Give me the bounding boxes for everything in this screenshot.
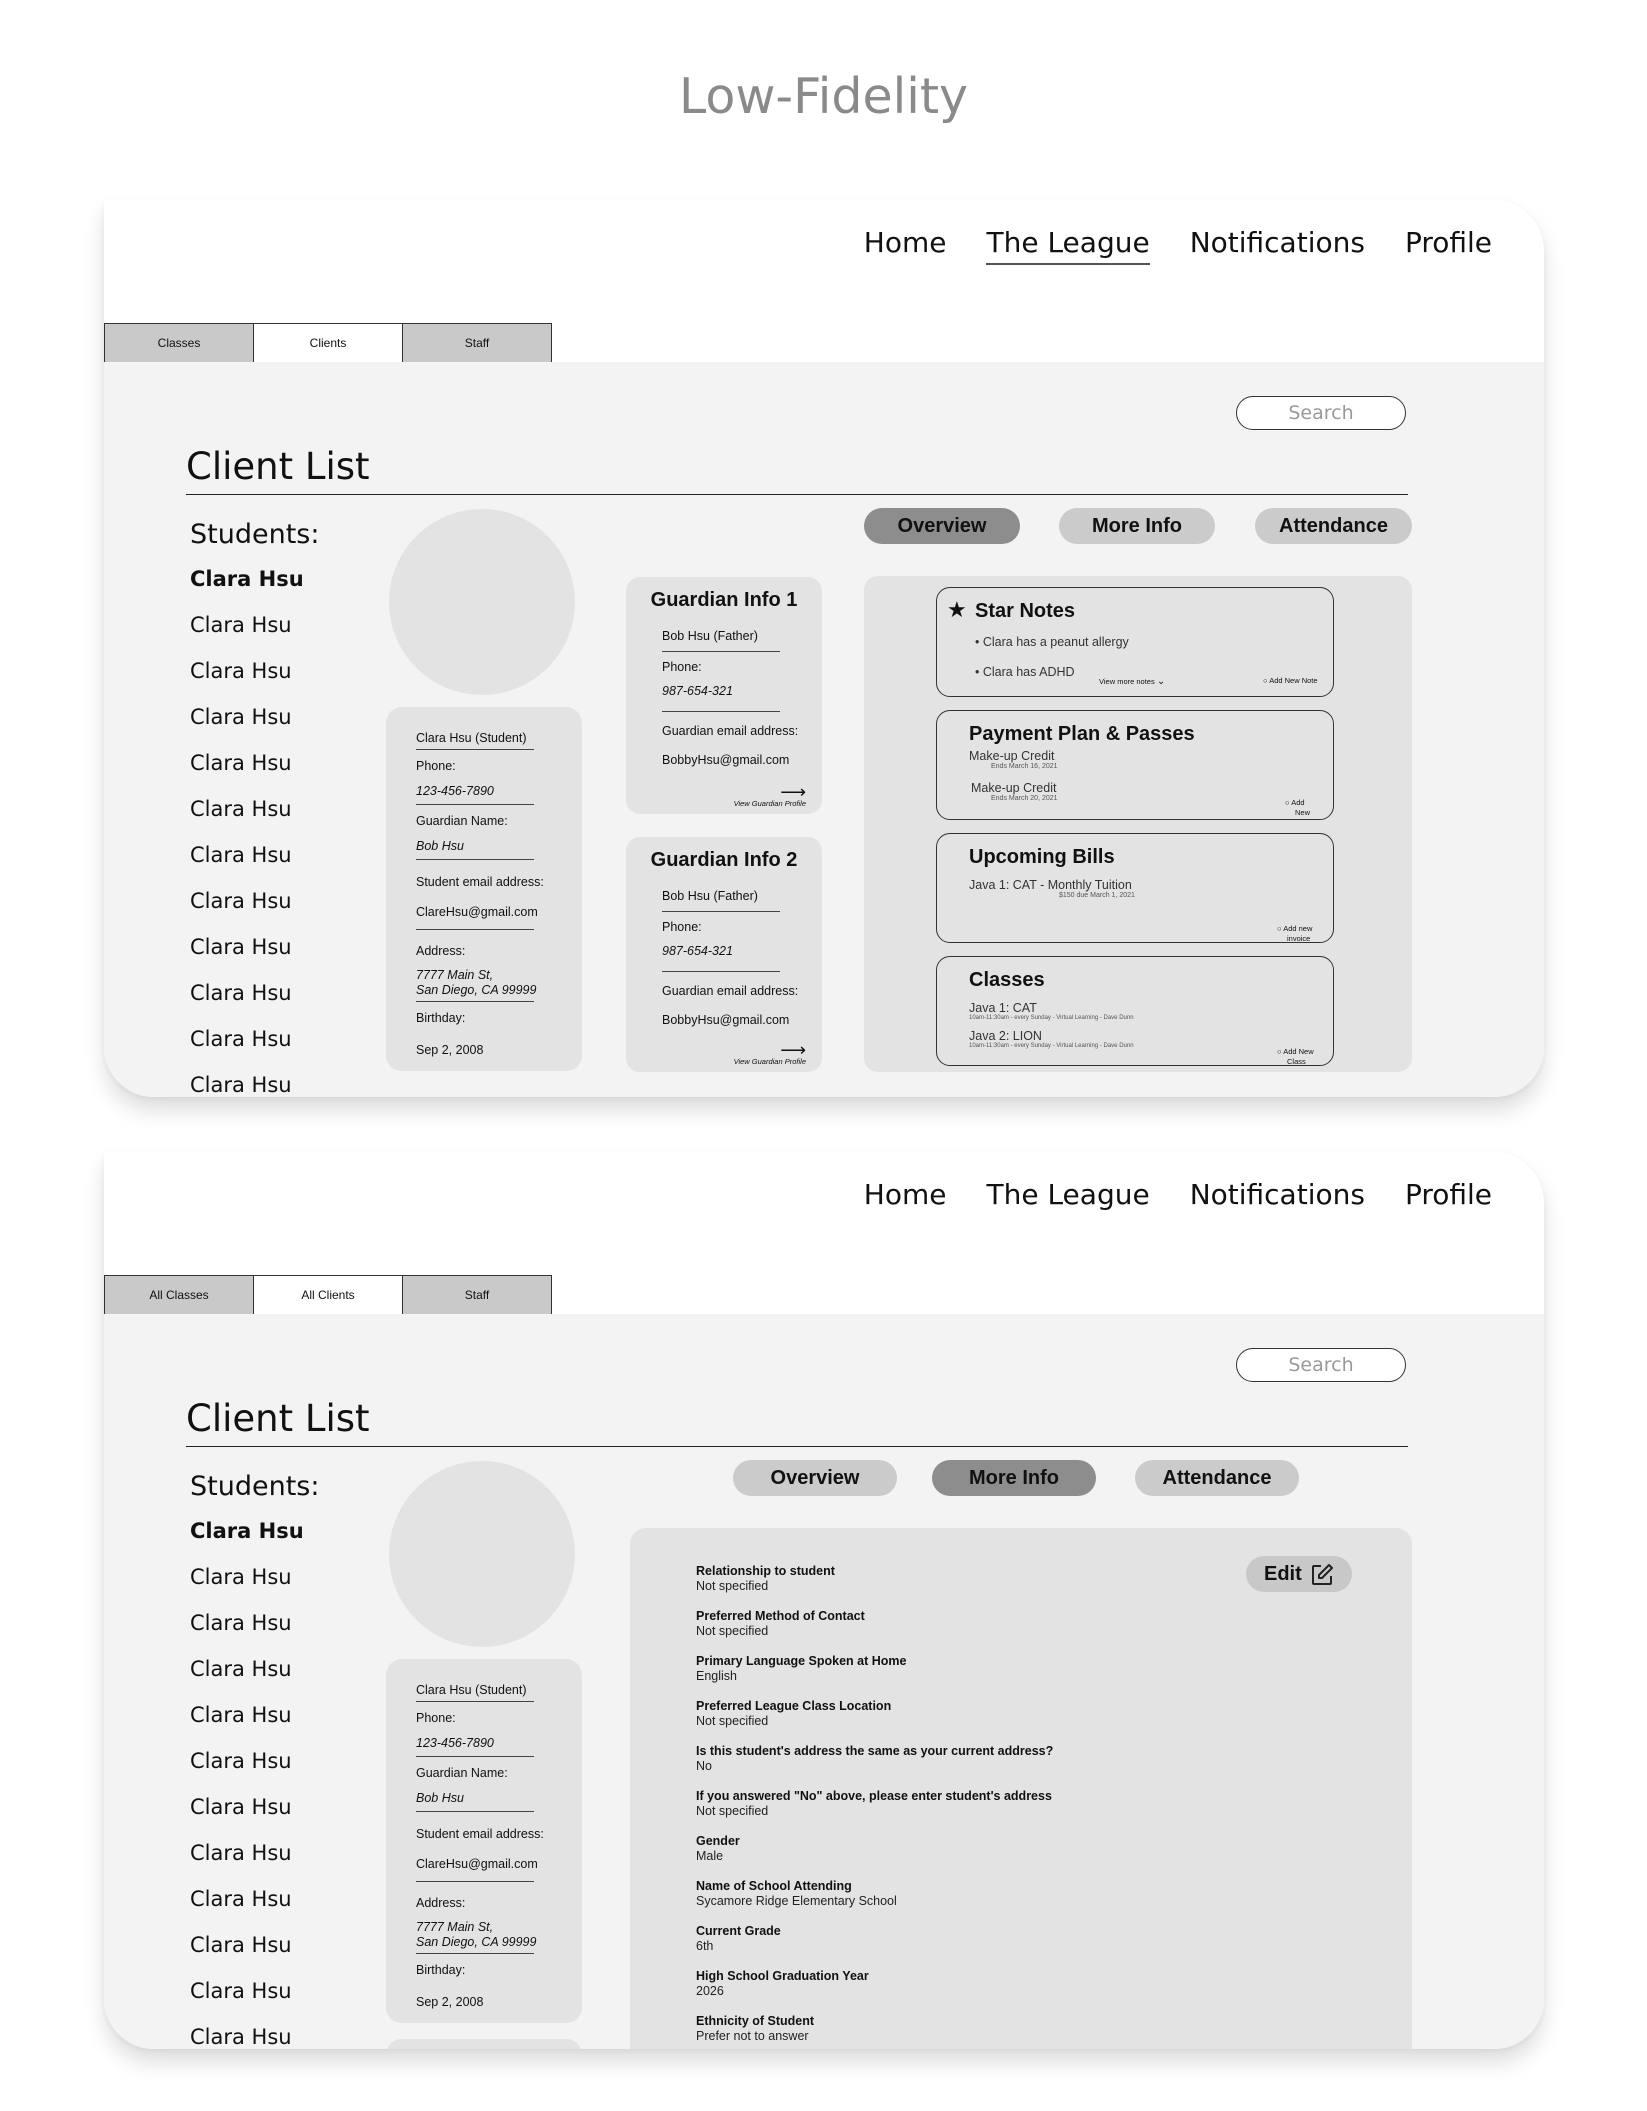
student-item[interactable]: Clara Hsu: [190, 751, 292, 775]
add-circle-icon[interactable]: ○: [1277, 924, 1282, 933]
guardian-card-title: Guardian Info 2: [650, 849, 798, 871]
student-item[interactable]: Clara Hsu: [190, 705, 292, 729]
student-item[interactable]: Clara Hsu: [190, 613, 292, 637]
class-item-schedule: 10am-11:30am - every Sunday - Virtual Learning - Dave Dunn: [969, 1015, 1134, 1021]
field-label: Is this student's address the same as your current address?: [696, 1744, 1054, 1758]
student-phone: 123-456-7890: [416, 1736, 494, 1750]
field-value: Prefer not to answer: [696, 2029, 809, 2043]
field-value: Not specified: [696, 1804, 769, 1818]
field-label: If you answered "No" above, please enter student's address: [696, 1789, 1052, 1803]
student-item[interactable]: Clara Hsu: [190, 1027, 292, 1051]
add-class-button[interactable]: Add New: [1283, 1047, 1314, 1056]
payment-item-date: Ends March 20, 2021: [991, 795, 1058, 802]
student-item[interactable]: Clara Hsu: [190, 659, 292, 683]
field-label: Gender: [696, 1834, 740, 1848]
edit-button[interactable]: [1246, 1556, 1352, 1592]
star-icon: ★: [947, 597, 967, 622]
student-role: (Student): [475, 1683, 527, 1697]
top-nav: [864, 1178, 1492, 1215]
students-heading: Students:: [190, 519, 320, 550]
page-title: Low-Fidelity: [678, 68, 969, 125]
classes-card: [936, 956, 1334, 1066]
info-field: [696, 1789, 1052, 1819]
arrow-right-icon[interactable]: ⟶: [780, 782, 806, 802]
search-input[interactable]: Search: [1236, 396, 1406, 430]
bullet-icon: •: [975, 635, 980, 649]
tab-more-info[interactable]: More Info: [932, 1460, 1096, 1496]
info-field: [696, 2014, 814, 2044]
view-more-notes-link[interactable]: View more notes: [1099, 677, 1155, 686]
avatar: [389, 509, 575, 695]
birthday-label: Birthday:: [416, 1963, 466, 1977]
next-card-edge: [386, 2039, 582, 2049]
field-label: Current Grade: [696, 1924, 781, 1938]
guardian-email-label: Guardian email address:: [662, 724, 799, 738]
bill-item-due: $150 due March 1, 2021: [1059, 892, 1135, 899]
guardian-phone-label: Phone:: [662, 660, 702, 674]
nav-home[interactable]: Home: [863, 226, 947, 259]
search-input[interactable]: Search: [1236, 1348, 1406, 1382]
student-item[interactable]: Clara Hsu: [190, 1795, 292, 1819]
content-area: [104, 1314, 1544, 2049]
field-value: Male: [696, 1849, 724, 1863]
payment-title: Payment Plan & Passes: [969, 723, 1195, 745]
overview-frame: [104, 200, 1544, 1097]
arrow-right-icon[interactable]: ⟶: [780, 1040, 806, 1060]
guardian-email: BobbyHsu@gmail.com: [662, 753, 790, 767]
info-field: [696, 1879, 897, 1909]
phone-label: Phone:: [416, 759, 456, 773]
note-item: Clara has ADHD: [982, 665, 1075, 679]
guardian-relation: (Father): [713, 629, 758, 643]
student-email: ClareHsu@gmail.com: [416, 905, 538, 919]
add-invoice-button[interactable]: Add new: [1283, 924, 1313, 933]
student-item[interactable]: Clara Hsu: [190, 1611, 292, 1635]
info-field: [696, 1924, 781, 1954]
student-item[interactable]: Clara Hsu: [190, 1979, 292, 2003]
nav-notifications[interactable]: Notifications: [1189, 1178, 1365, 1211]
address-line-2: San Diego, CA 99999: [416, 1935, 537, 1949]
birthday: Sep 2, 2008: [416, 1043, 484, 1057]
more-info-frame: [104, 1152, 1544, 2049]
nav-the-league[interactable]: The League: [986, 226, 1149, 265]
guardian-name: Bob Hsu: [662, 889, 710, 903]
guardian-phone: 987-654-321: [662, 684, 733, 698]
section-tabs: [104, 323, 551, 363]
bullet-icon: •: [975, 665, 980, 679]
info-field: [696, 1699, 891, 1729]
guardian-email: BobbyHsu@gmail.com: [662, 1013, 790, 1027]
add-pass-button-line-2[interactable]: New: [1295, 808, 1311, 817]
address-label: Address:: [416, 1896, 466, 1910]
guardian-card-title: Guardian Info 1: [650, 589, 798, 611]
address-line-1: 7777 Main St,: [416, 1920, 494, 1934]
field-label: Name of School Attending: [696, 1879, 852, 1893]
nav-the-league[interactable]: The League: [986, 1178, 1150, 1211]
students-heading: Students:: [190, 1471, 320, 1502]
student-role: (Student): [475, 731, 527, 745]
student-item[interactable]: Clara Hsu: [190, 1841, 292, 1865]
nav-home[interactable]: Home: [863, 1178, 947, 1211]
guardian-card-1: [626, 577, 822, 814]
address-label: Address:: [416, 944, 466, 958]
payment-item: Make-up Credit: [969, 749, 1055, 763]
tab-attendance[interactable]: Attendance: [1255, 508, 1412, 544]
student-item[interactable]: Clara Hsu: [190, 981, 292, 1005]
class-item-schedule: 10am-11:30am - every Sunday - Virtual Learning - Dave Dunn: [969, 1043, 1134, 1049]
classes-title: Classes: [969, 969, 1045, 991]
field-value: English: [696, 1669, 737, 1683]
edit-icon: [1310, 1563, 1334, 1587]
add-circle-icon[interactable]: ○: [1277, 1047, 1282, 1056]
tab-clients[interactable]: Clients: [253, 323, 403, 363]
student-item[interactable]: Clara Hsu: [190, 2025, 292, 2049]
view-guardian-profile-link[interactable]: View Guardian Profile: [733, 799, 806, 808]
student-item[interactable]: Clara Hsu: [190, 1933, 292, 1957]
student-item[interactable]: Clara Hsu: [190, 1887, 292, 1911]
payment-item: Make-up Credit: [971, 781, 1057, 795]
add-circle-icon[interactable]: ○: [1263, 676, 1268, 685]
client-list-title: Client List: [186, 1392, 1408, 1447]
address-line-1: 7777 Main St,: [416, 968, 494, 982]
field-value: Not specified: [696, 1624, 769, 1638]
student-name: Clara Hsu: [416, 731, 472, 745]
field-value: Not specified: [696, 1579, 769, 1593]
field-value: Not specified: [696, 1714, 769, 1728]
tab-more-info[interactable]: More Info: [1059, 508, 1215, 544]
student-name: Clara Hsu: [416, 1683, 472, 1697]
guardian-name: Bob Hsu: [416, 839, 464, 853]
guardian-name-label: Guardian Name:: [416, 814, 508, 828]
add-new-note-button[interactable]: Add New Note: [1269, 676, 1318, 685]
student-item[interactable]: Clara Hsu: [190, 889, 292, 913]
student-item[interactable]: Clara Hsu: [190, 935, 292, 959]
payment-item-date: Ends March 16, 2021: [991, 763, 1058, 770]
tab-staff[interactable]: Staff: [402, 1275, 552, 1315]
field-value: 6th: [696, 1939, 714, 1953]
student-item[interactable]: Clara Hsu: [190, 1565, 292, 1589]
star-notes-card: [936, 587, 1334, 697]
tab-overview[interactable]: Overview: [864, 508, 1020, 544]
info-field: [696, 1564, 835, 1594]
tab-all-clients[interactable]: All Clients: [253, 1275, 403, 1315]
student-phone: 123-456-7890: [416, 784, 494, 798]
guardian-relation: (Father): [713, 889, 758, 903]
tab-attendance[interactable]: Attendance: [1135, 1460, 1299, 1496]
upcoming-bills-title: Upcoming Bills: [969, 846, 1115, 868]
add-class-button-line-2[interactable]: Class: [1287, 1057, 1306, 1066]
guardian-name: Bob Hsu: [662, 629, 710, 643]
field-label: Preferred League Class Location: [696, 1699, 892, 1713]
field-label: Relationship to student: [696, 1564, 835, 1578]
add-pass-button[interactable]: Add: [1291, 798, 1305, 807]
field-value: No: [696, 1759, 712, 1773]
field-label: High School Graduation Year: [696, 1969, 869, 1983]
top-nav: [864, 226, 1492, 265]
student-item[interactable]: Clara Hsu: [190, 1657, 292, 1681]
guardian-name-label: Guardian Name:: [416, 1766, 508, 1780]
student-profile-card: [386, 707, 582, 1071]
view-guardian-profile-link[interactable]: View Guardian Profile: [733, 1057, 806, 1066]
birthday-label: Birthday:: [416, 1011, 466, 1025]
info-field: [696, 1609, 865, 1639]
student-item[interactable]: Clara Hsu: [190, 1073, 292, 1097]
star-notes-title: Star Notes: [975, 600, 1076, 622]
student-email: ClareHsu@gmail.com: [416, 1857, 538, 1871]
tab-classes[interactable]: Classes: [104, 323, 254, 363]
student-item[interactable]: Clara Hsu: [190, 797, 292, 821]
address-line-2: San Diego, CA 99999: [416, 983, 537, 997]
guardian-phone-label: Phone:: [662, 920, 702, 934]
bill-item: Java 1: CAT - Monthly Tuition: [969, 878, 1132, 892]
student-profile-card: [386, 1659, 582, 2023]
section-tabs: [104, 1275, 551, 1315]
guardian-name: Bob Hsu: [416, 1791, 464, 1805]
info-field: [696, 1834, 740, 1864]
payment-card: [936, 710, 1334, 820]
upcoming-bills-card: [936, 833, 1334, 943]
nav-notifications[interactable]: Notifications: [1189, 226, 1365, 259]
student-email-label: Student email address:: [416, 1827, 544, 1841]
field-label: Preferred Method of Contact: [696, 1609, 865, 1623]
content-area: [104, 362, 1544, 1097]
field-label: Primary Language Spoken at Home: [696, 1654, 907, 1668]
nav-profile[interactable]: Profile: [1404, 1178, 1492, 1211]
edit-button-label: Edit: [1264, 1563, 1302, 1585]
info-field: [696, 1969, 869, 1999]
phone-label: Phone:: [416, 1711, 456, 1725]
student-list: [190, 1519, 304, 2049]
field-value: Sycamore Ridge Elementary School: [696, 1894, 897, 1908]
chevron-down-icon[interactable]: ⌄: [1156, 676, 1166, 687]
add-invoice-button-line-2[interactable]: invoice: [1287, 934, 1311, 943]
guardian-email-label: Guardian email address:: [662, 984, 799, 998]
tab-all-classes[interactable]: All Classes: [104, 1275, 254, 1315]
nav-profile[interactable]: Profile: [1404, 226, 1492, 259]
class-item: Java 1: CAT: [969, 1001, 1037, 1015]
info-field: [696, 1654, 906, 1684]
student-item[interactable]: Clara Hsu: [190, 843, 292, 867]
class-item: Java 2: LION: [969, 1029, 1042, 1043]
student-item[interactable]: Clara Hsu: [190, 1519, 304, 1543]
more-info-panel: [630, 1528, 1412, 2049]
info-field: [696, 1744, 1053, 1774]
student-item[interactable]: Clara Hsu: [190, 1703, 292, 1727]
student-item[interactable]: Clara Hsu: [190, 1749, 292, 1773]
overview-panel: [864, 576, 1412, 1072]
birthday: Sep 2, 2008: [416, 1995, 484, 2009]
guardian-phone: 987-654-321: [662, 944, 733, 958]
guardian-card-2: [626, 837, 822, 1072]
client-list-title: Client List: [186, 440, 1408, 495]
note-item: Clara has a peanut allergy: [982, 635, 1129, 649]
add-circle-icon[interactable]: ○: [1285, 798, 1290, 807]
tab-staff[interactable]: Staff: [402, 323, 552, 363]
field-label: Ethnicity of Student: [696, 2014, 815, 2028]
student-email-label: Student email address:: [416, 875, 544, 889]
student-item[interactable]: Clara Hsu: [190, 567, 304, 591]
student-list: [190, 567, 304, 1097]
avatar: [389, 1461, 575, 1647]
tab-overview[interactable]: Overview: [733, 1460, 897, 1496]
field-value: 2026: [696, 1984, 724, 1998]
